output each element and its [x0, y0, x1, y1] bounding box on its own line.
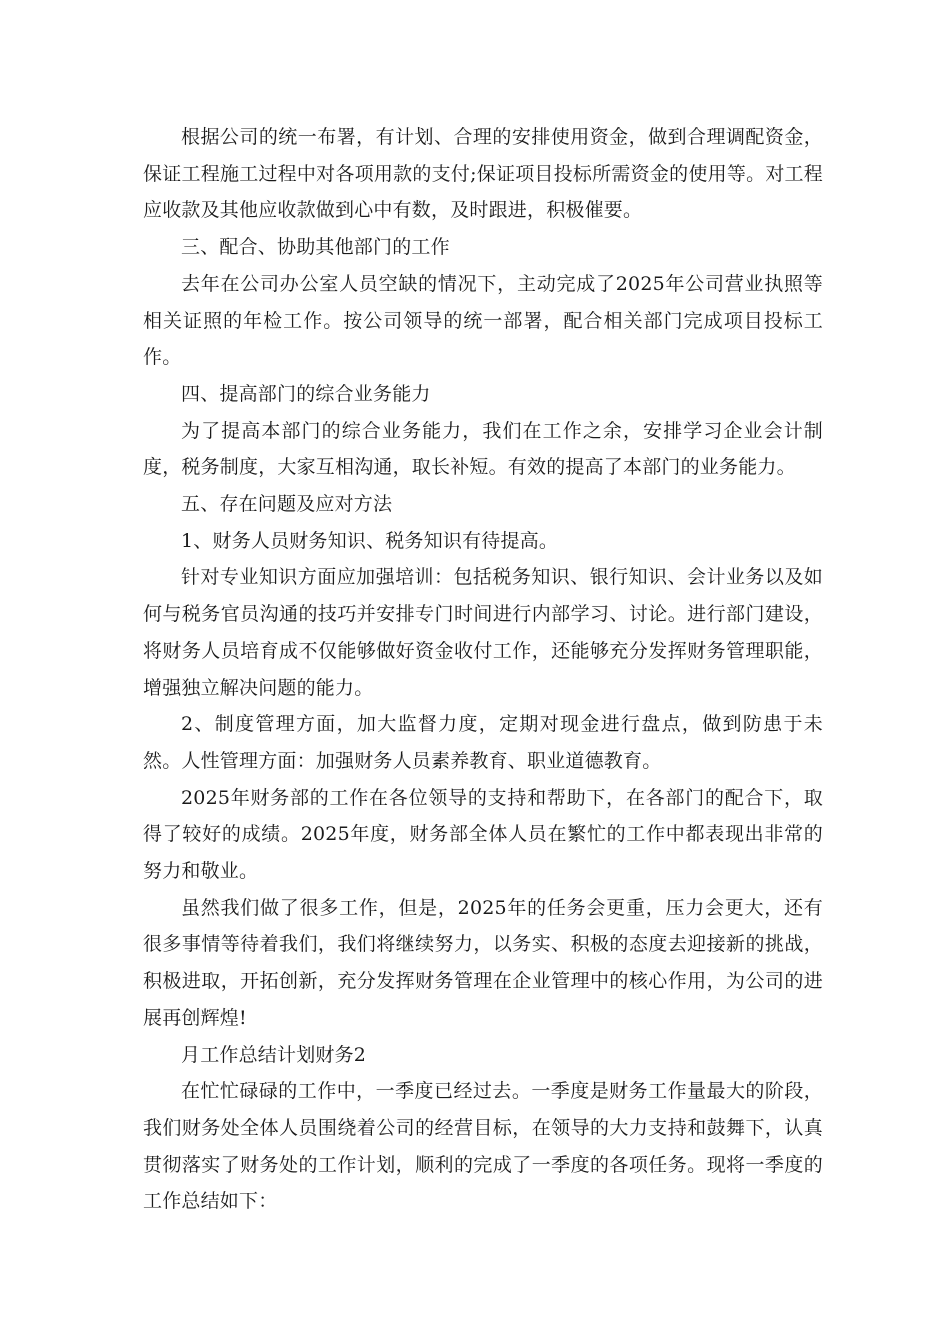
paragraph-achievements: 2025年财务部的工作在各位领导的支持和帮助下，在各部门的配合下，取得了较好的成绩。2025年度，财务部全体人员在繁忙的工作中都表现出非常的努力和敬业。 [143, 786, 823, 883]
paragraph-outlook: 虽然我们做了很多工作，但是，2025年的任务会更重，压力会更大，还有很多事情等待着我们，我们将继续努力，以务实、积极的态度去迎接新的挑战，积极进取，开拓创新，充分发挥财务管理在企业管理中的核心作用，为公司的进展再创辉煌! [143, 896, 823, 1029]
paragraph-license-inspection: 去年在公司办公室人员空缺的情况下，主动完成了2025年公司营业执照等相关证照的年检工作。按公司领导的统一部署，配合相关部门完成项目投标工作。 [143, 272, 823, 369]
document-body [143, 119, 823, 1220]
paragraph-problem-2: 2、制度管理方面，加大监督力度，定期对现金进行盘点，做到防患于未然。人性管理方面：加强财务人员素养教育、职业道德教育。 [143, 713, 823, 772]
paragraph-fund-arrangement: 根据公司的统一布署，有计划、合理的安排使用资金，做到合理调配资金，保证工程施工过程中对各项用款的支付;保证项目投标所需资金的使用等。对工程应收款及其他应收款做到心中有数，及时跟进，积极催要。 [143, 126, 823, 222]
paragraph-training: 针对专业知识方面应加强培训：包括税务知识、银行知识、会计业务以及如何与税务官员沟通的技巧并安排专门时间进行内部学习、讨论。进行部门建设，将财务人员培育成不仅能够做好资金收付工作，还能够充分发挥财务管理职能，增强独立解决问题的能力。 [143, 566, 823, 699]
heading-business-ability: 四、提高部门的综合业务能力 [181, 382, 431, 405]
heading-cooperation: 三、配合、协助其他部门的工作 [181, 236, 450, 259]
paragraph-first-quarter: 在忙忙碌碌的工作中，一季度已经过去。一季度是财务工作量最大的阶段，我们财务处全体人员围绕着公司的经营目标，在领导的大力支持和鼓舞下，认真贯彻落实了财务处的工作计划，顺利的完成了一季度的各项任务。现将一季度的工作总结如下： [143, 1080, 823, 1213]
heading-problems: 五、存在问题及应对方法 [181, 493, 393, 516]
section-title-summary-2: 月工作总结计划财务2 [181, 1043, 367, 1066]
paragraph-study-plan: 为了提高本部门的综合业务能力，我们在工作之余，安排学习企业会计制度，税务制度，大家互相沟通，取长补短。有效的提高了本部门的业务能力。 [143, 419, 823, 479]
paragraph-problem-1: 1、财务人员财务知识、税务知识有待提高。 [181, 529, 559, 552]
